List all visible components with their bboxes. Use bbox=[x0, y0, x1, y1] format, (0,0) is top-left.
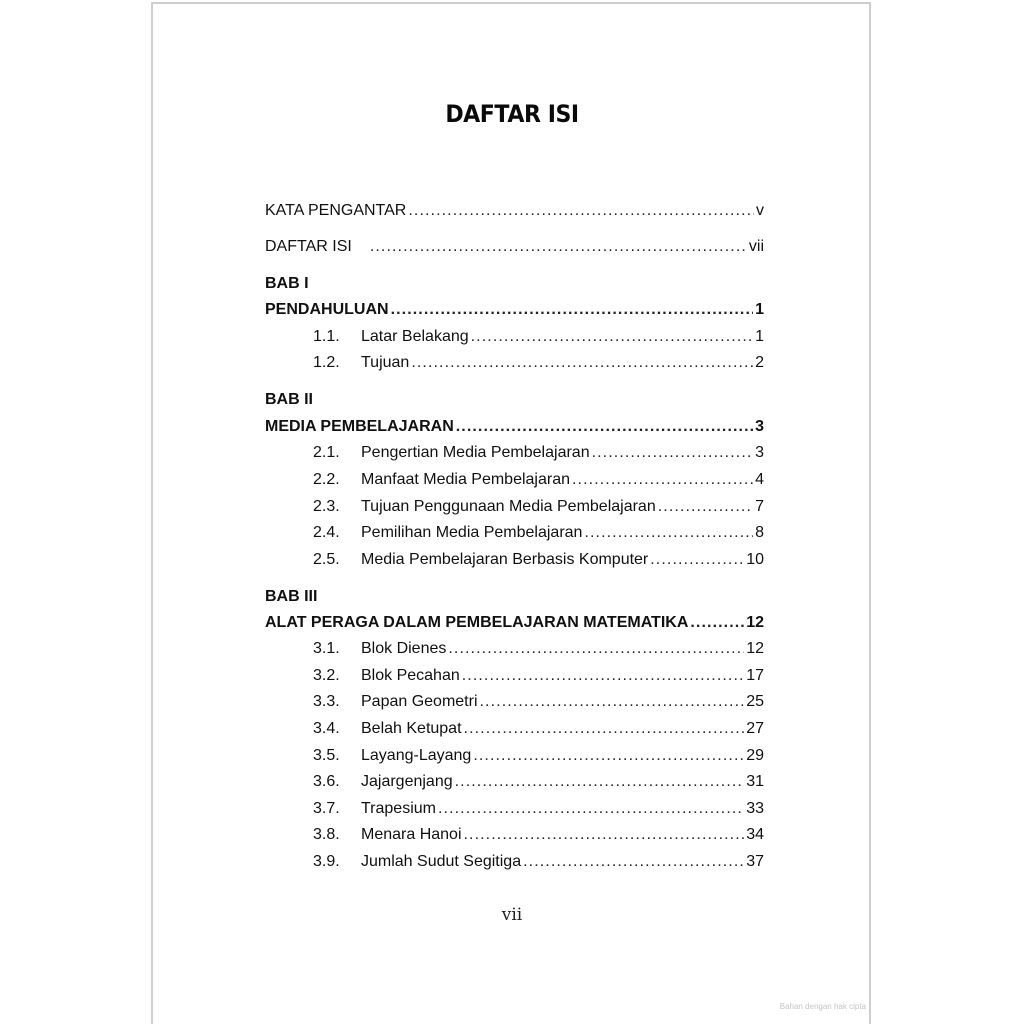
toc-page-number: 7 bbox=[755, 498, 764, 515]
toc-section-number: 1.1. bbox=[313, 328, 340, 345]
toc-page-number: 12 bbox=[746, 640, 764, 657]
toc-entry-label: Blok Pecahan bbox=[361, 667, 460, 684]
toc-page-number: 1 bbox=[755, 328, 764, 345]
toc-bab-heading[interactable] bbox=[265, 272, 764, 296]
toc-section-number: 2.4. bbox=[313, 524, 340, 541]
dot-leader bbox=[408, 199, 754, 223]
dot-leader bbox=[411, 351, 753, 375]
toc-entry-label: Belah Ketupat bbox=[361, 720, 462, 737]
toc-page-number: 27 bbox=[746, 720, 764, 737]
toc-chapter-entry[interactable] bbox=[265, 298, 764, 322]
toc-page-number: 1 bbox=[755, 301, 764, 318]
dot-leader bbox=[370, 235, 747, 259]
toc-entry-label: Media Pembelajaran Berbasis Komputer bbox=[361, 551, 649, 568]
toc-section-entry[interactable] bbox=[265, 744, 764, 768]
dot-leader bbox=[471, 325, 753, 349]
toc-section-entry[interactable] bbox=[265, 797, 764, 821]
toc-bab-heading[interactable] bbox=[265, 585, 764, 609]
toc-entry-label: BAB I bbox=[265, 275, 309, 292]
page-title: DAFTAR ISI bbox=[445, 100, 579, 128]
toc-bab-heading[interactable] bbox=[265, 388, 764, 412]
toc-section-number: 3.7. bbox=[313, 800, 340, 817]
toc-section-entry[interactable] bbox=[265, 823, 764, 847]
toc-entry-label: ALAT PERAGA DALAM PEMBELAJARAN MATEMATIKA bbox=[265, 614, 689, 631]
toc-page-number: vii bbox=[748, 238, 764, 255]
toc-entry-label: Latar Belakang bbox=[361, 328, 469, 345]
toc-entry-label: Tujuan Penggunaan Media Pembelajaran bbox=[361, 498, 656, 515]
toc-section-number: 2.1. bbox=[313, 444, 340, 461]
toc-entry-label: Pemilihan Media Pembelajaran bbox=[361, 524, 583, 541]
dot-leader bbox=[391, 298, 754, 322]
toc-section-entry[interactable] bbox=[265, 441, 764, 465]
toc-page-number: 33 bbox=[746, 800, 764, 817]
toc-page-number: 4 bbox=[755, 471, 764, 488]
dot-leader bbox=[462, 664, 744, 688]
toc-section-entry[interactable] bbox=[265, 850, 764, 874]
toc-entry-label: Tujuan bbox=[361, 354, 410, 371]
dot-leader bbox=[480, 690, 745, 714]
toc-section-number: 3.6. bbox=[313, 773, 340, 790]
toc-section-number: 3.4. bbox=[313, 720, 340, 737]
toc-section-number: 3.5. bbox=[313, 747, 340, 764]
toc-section-entry[interactable] bbox=[265, 351, 764, 375]
toc-section-entry[interactable] bbox=[265, 495, 764, 519]
dot-leader bbox=[455, 770, 745, 794]
toc-section-entry[interactable] bbox=[265, 548, 764, 572]
toc-entry-label: Trapesium bbox=[361, 800, 436, 817]
toc-entry-label: Jumlah Sudut Segitiga bbox=[361, 853, 522, 870]
toc-entry-label: Manfaat Media Pembelajaran bbox=[361, 471, 571, 488]
toc-section-number: 1.2. bbox=[313, 354, 340, 371]
toc-page-number: 31 bbox=[746, 773, 764, 790]
toc-front-entry[interactable] bbox=[265, 199, 764, 223]
toc-page-number: 10 bbox=[746, 551, 764, 568]
dot-leader bbox=[464, 823, 745, 847]
toc-entry-label: KATA PENGANTAR bbox=[265, 202, 407, 219]
toc-entry-label: MEDIA PEMBELAJARAN bbox=[265, 418, 454, 435]
toc-page-number: 12 bbox=[746, 614, 764, 631]
toc-entry-label: Layang-Layang bbox=[361, 747, 472, 764]
toc-section-number: 2.2. bbox=[313, 471, 340, 488]
toc-entry-label: Pengertian Media Pembelajaran bbox=[361, 444, 590, 461]
toc-page-number: 3 bbox=[755, 444, 764, 461]
toc-entry-label: BAB III bbox=[265, 588, 318, 605]
toc-section-number: 2.5. bbox=[313, 551, 340, 568]
toc-section-number: 3.2. bbox=[313, 667, 340, 684]
dot-leader bbox=[473, 744, 744, 768]
dot-leader bbox=[464, 717, 745, 741]
toc-section-entry[interactable] bbox=[265, 325, 764, 349]
toc-front-entry[interactable] bbox=[265, 235, 764, 259]
toc-page-number: 2 bbox=[755, 354, 764, 371]
toc-page-number: 37 bbox=[746, 853, 764, 870]
page-number: vii bbox=[501, 905, 523, 925]
dot-leader bbox=[690, 611, 744, 635]
toc-section-number: 3.9. bbox=[313, 853, 340, 870]
toc-section-entry[interactable] bbox=[265, 690, 764, 714]
toc-page-number: 29 bbox=[746, 747, 764, 764]
copyright-watermark: Bahan dengan hak cipta bbox=[779, 1002, 866, 1011]
toc-page-number: 34 bbox=[746, 826, 764, 843]
toc-page-number: 3 bbox=[755, 418, 764, 435]
toc-section-number: 2.3. bbox=[313, 498, 340, 515]
dot-leader bbox=[592, 441, 754, 465]
toc-page-number: 25 bbox=[746, 693, 764, 710]
toc-section-number: 3.3. bbox=[313, 693, 340, 710]
dot-leader bbox=[448, 637, 744, 661]
toc-section-entry[interactable] bbox=[265, 637, 764, 661]
toc-chapter-entry[interactable] bbox=[265, 415, 764, 439]
toc-section-entry[interactable] bbox=[265, 468, 764, 492]
toc-entry-label: DAFTAR ISI bbox=[265, 238, 352, 255]
toc-entry-label: Blok Dienes bbox=[361, 640, 447, 657]
toc-entry-label: Jajargenjang bbox=[361, 773, 453, 790]
dot-leader bbox=[650, 548, 744, 572]
toc-page-number: v bbox=[756, 202, 764, 219]
toc-section-number: 3.8. bbox=[313, 826, 340, 843]
dot-leader bbox=[438, 797, 744, 821]
toc-page-number: 8 bbox=[755, 524, 764, 541]
toc-section-number: 3.1. bbox=[313, 640, 340, 657]
toc-section-entry[interactable] bbox=[265, 521, 764, 545]
toc-section-entry[interactable] bbox=[265, 770, 764, 794]
dot-leader bbox=[572, 468, 753, 492]
dot-leader bbox=[584, 521, 753, 545]
dot-leader bbox=[658, 495, 753, 519]
toc-page-number: 17 bbox=[746, 667, 764, 684]
toc-chapter-entry[interactable] bbox=[265, 611, 764, 635]
toc-entry-label: BAB II bbox=[265, 391, 313, 408]
toc-entry-label: Menara Hanoi bbox=[361, 826, 462, 843]
toc-section-entry[interactable] bbox=[265, 664, 764, 688]
dot-leader bbox=[523, 850, 744, 874]
toc-entry-label: PENDAHULUAN bbox=[265, 301, 389, 318]
dot-leader bbox=[456, 415, 753, 439]
toc-entry-label: Papan Geometri bbox=[361, 693, 478, 710]
toc-section-entry[interactable] bbox=[265, 717, 764, 741]
